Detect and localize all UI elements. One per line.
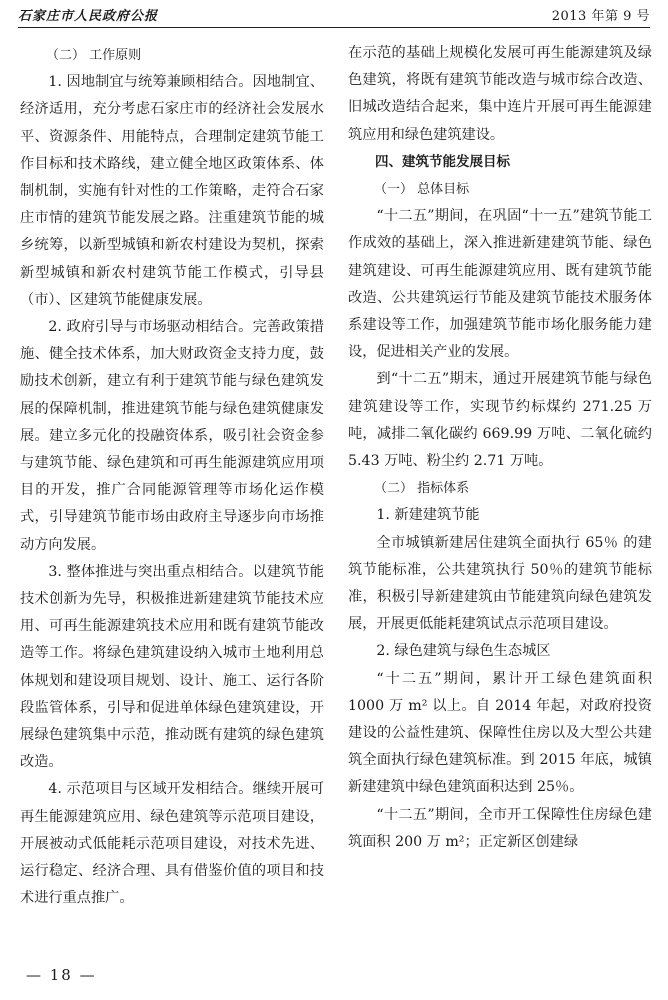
right_column-paragraph-9: “十二五”期间，累计开工绿色建筑面积 1000 万 m² 以上。自 2014 年起，对政府投资建设的公益性建筑、保障性住房以及大型公共建筑全面执行绿色建筑标准。到 2015 年底，城镇新建建筑中绿色建筑面积达到 25％。 — [348, 670, 652, 796]
page-header — [18, 2, 650, 28]
right_column-paragraph-0: 在示范的基础上规模化发展可再生能源建筑及绿色建筑，将既有建筑节能改造与城市综合改造、旧城改造结合起来，集中连片开展可再生能源建筑应用和绿色建筑建设。 — [348, 45, 652, 143]
left-column — [20, 42, 324, 913]
left_column-paragraph-2: 2. 政府引导与市场驱动相结合。完善政策措施、健全技术体系，加大财政资金支持力度，鼓励技术创新，建立有利于建筑节能与绿色建筑发展的保障机制，推进建筑节能与绿色建筑健康发展。建立多元化的投融资体系，吸引社会资金参与建筑节能、绿色建筑和可再生能源建筑应用项目的开发，推广合同能源管理等市场化运作模式，引导建筑节能市场由政府主导逐步向市场推动方向发展。 — [20, 319, 324, 553]
right_column-paragraph-2: （一） 总体目标 — [374, 182, 470, 198]
left_column-paragraph-3: 3. 整体推进与突出重点相结合。以建筑节能技术创新为先导，积极推进新建建筑节能技术应用、可再生能源建筑技术应用和既有建筑节能改造等工作。将绿色建筑建设纳入城市土地利用总体规划和建设项目规划、设计、施工、运行各阶段监管体系，引导和促进单体绿色建筑建设，开展绿色建筑集中示范，推动既有建筑的绿色建筑改造。 — [20, 563, 324, 771]
right_column-paragraph-10: “十二五”期间，全市开工保障性住房绿色建筑面积 200 万 m²；正定新区创建绿 — [348, 806, 652, 850]
right_column-paragraph-7: 全市城镇新建居住建筑全面执行 65％ 的建筑节能标准，公共建筑执行 50％的建筑节能标准，积极引导新建建筑由节能建筑向绿色建筑发展，开展更低能耗建筑试点示范项目建设。 — [348, 534, 652, 633]
right_column-paragraph-8: 2. 绿色建筑与绿色生态城区 — [376, 643, 551, 660]
right_column-paragraph-4: 到“十二五”期末，通过开展建筑节能与绿色建筑建设等工作，实现节约标煤约 271.25 万吨，减排二氧化碳约 669.99 万吨、二氧化硫约 5.43 万吨、粉尘约 2.71 万吨。 — [348, 371, 652, 470]
right-column — [348, 40, 652, 856]
left_column-paragraph-0: （二） 工作原则 — [46, 48, 142, 63]
left_column-paragraph-1: 1. 因地制宜与统筹兼顾相结合。因地制宜、经济适用，充分考虑石家庄市的经济社会发展水平、资源条件、用能特点，合理制定建筑节能工作目标和技术路线，建立健全地区政策体系、体制机制，实施有针对性的工作策略，走符合石家庄市情的建筑节能发展之路。注重建筑节能的城乡统筹，以新型城镇和新农村建设为契机，探索新型城镇和新农村建筑节能工作模式，引导县（市）、区建筑节能健康发展。 — [20, 74, 324, 308]
right_column-paragraph-5: （二） 指标体系 — [374, 481, 470, 497]
left_column-paragraph-4: 4. 示范项目与区域开发相结合。继续开展可再生能源建筑应用、绿色建筑等示范项目建设，开展被动式低能耗示范项目建设，对技术先进、运行稳定、经济合理、具有借鉴价值的项目和技术进行重点推广。 — [20, 781, 324, 907]
issue-number: 2013 年第 9 号 — [551, 9, 650, 24]
right_column-paragraph-1: 四、建筑节能发展目标 — [375, 153, 510, 170]
right_column-paragraph-3: “十二五”期间，在巩固“十一五”建筑节能工作成效的基础上，深入推进新建建筑节能、绿色建筑建设、可再生能源建筑应用、既有建筑节能改造、公共建筑运行节能及建筑节能技术服务体系建设等工作，加强建筑节能市场化服务能力建设，促进相关产业的发展。 — [348, 208, 652, 361]
page-number: — 18 — — [26, 966, 97, 984]
right_column-paragraph-6: 1. 新建建筑节能 — [376, 507, 480, 524]
journal-title: 石家庄市人民政府公报 — [18, 9, 159, 24]
